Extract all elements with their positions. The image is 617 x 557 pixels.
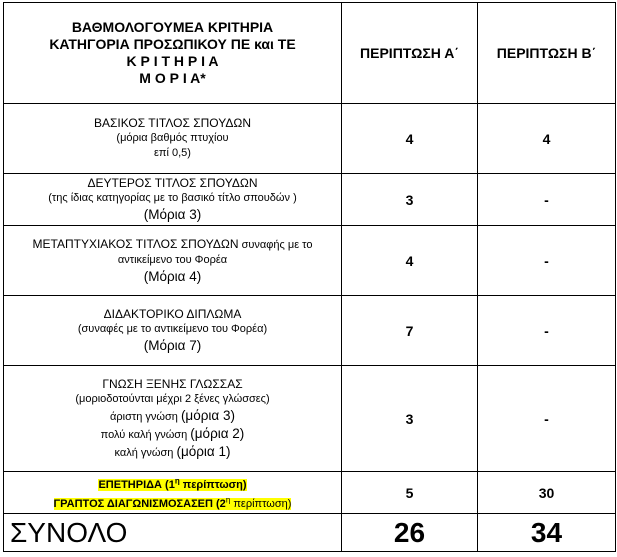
table-row — [4, 366, 616, 472]
criterion-note: (συναφές με το αντικείμενο του Φορέα) — [77, 323, 268, 335]
table-row — [4, 104, 616, 174]
seniority-line-2 — [8, 493, 337, 513]
criterion-note: (μοριοδοτούνται μέχρι 2 ξένες γλώσσες) — [75, 392, 270, 405]
criterion-title-line — [8, 237, 337, 253]
language-level-very-good: πολύ καλή γνώση (μόρια 2) — [100, 425, 245, 441]
criterion-points: (Μόρια 4) — [143, 268, 202, 284]
table-row — [4, 296, 616, 366]
total-case-a: 26 — [342, 514, 478, 552]
total-label: ΣΥΝΟΛΟ — [4, 514, 342, 552]
criterion-note: επί 0,5) — [154, 147, 191, 159]
seniority-line-1 — [8, 473, 337, 493]
exam-label: ΓΡΑΠΤΟΣ ΔΙΑΓΩΝΙΣΜΟΣΑΣΕΠ ($2^\eta$ περίπτωση) — [53, 495, 292, 511]
criterion-cell — [4, 226, 342, 296]
criterion-note: (μόρια βαθμός πτυχίου — [116, 132, 229, 144]
table-row — [4, 174, 616, 226]
case-a-value: 7 — [342, 296, 478, 366]
language-level-good: καλή γνώση (μόρια 1) — [114, 443, 231, 459]
total-case-b: 34 — [478, 514, 616, 552]
criterion-title: ΔΙΔΑΚΤΟΡΙΚΟ ΔΙΠΛΩΜΑ — [103, 307, 242, 321]
criterion-title: ΓΝΩΣΗ ΞΕΝΗΣ ΓΛΩΣΣΑΣ — [102, 376, 243, 391]
header-case-a: ΠΕΡΙΠΤΩΣΗ Α΄ — [342, 3, 478, 104]
case-a-value: 4 — [342, 104, 478, 174]
criterion-title: ΒΑΣΙΚΟΣ ΤΙΤΛΟΣ ΣΠΟΥΔΩΝ — [93, 116, 251, 130]
header-line-1: ΒΑΘΜΟΛΟΓΟΥΜΕΑ ΚΡΙΤΗΡΙΑ — [71, 19, 274, 35]
criterion-points: (Μόρια 3) — [143, 207, 202, 222]
criterion-cell — [4, 366, 342, 472]
criterion-title-tail: συναφής με το — [238, 238, 313, 251]
case-a-value: 4 — [342, 226, 478, 296]
criterion-cell — [4, 174, 342, 226]
header-line-3: Κ Ρ Ι Τ Η Ρ Ι Α — [126, 53, 219, 69]
header-line-2: ΚΑΤΗΓΟΡΙΑ ΠΡΟΣΩΠΙΚΟΥ ΠΕ και ΤΕ — [49, 36, 296, 52]
header-line-4: Μ Ο Ρ Ι Α* — [139, 70, 206, 86]
case-b-value: - — [478, 174, 616, 226]
criteria-table — [3, 2, 616, 552]
language-level-excellent: άριστη γνώση (μόρια 3) — [110, 407, 235, 423]
case-a-value: 3 — [342, 366, 478, 472]
case-b-value: 30 — [478, 472, 616, 514]
criterion-cell — [4, 104, 342, 174]
case-b-value: - — [478, 296, 616, 366]
case-a-value: 5 — [342, 472, 478, 514]
criterion-title: ΔΕΥΤΕΡΟΣ ΤΙΤΛΟΣ ΣΠΟΥΔΩΝ — [87, 176, 258, 190]
criterion-cell — [4, 296, 342, 366]
header-criteria-cell — [4, 3, 342, 104]
header-case-b: ΠΕΡΙΠΤΩΣΗ Β΄ — [478, 3, 616, 104]
criterion-note: (της ίδιας κατηγορίας με το βασικό τίτλο σπουδών ) — [48, 192, 297, 204]
seniority-label: ΕΠΕΤΗΡΙΔΑ ($1^\eta$ περίπτωση) — [98, 475, 247, 491]
table-row — [4, 226, 616, 296]
case-b-value: 4 — [478, 104, 616, 174]
case-b-value: - — [478, 366, 616, 472]
case-a-value: 3 — [342, 174, 478, 226]
seniority-row — [4, 472, 616, 514]
criterion-points: (Μόρια 7) — [143, 338, 202, 353]
header-row — [4, 3, 616, 104]
total-row — [4, 514, 616, 552]
seniority-cell — [4, 472, 342, 514]
criterion-title: ΜΕΤΑΠΤΥΧΙΑΚΟΣ ΤΙΤΛΟΣ ΣΠΟΥΔΩΝ — [32, 236, 239, 251]
case-b-value: - — [478, 226, 616, 296]
criterion-note: αντικείμενο του Φορέα — [117, 253, 228, 266]
